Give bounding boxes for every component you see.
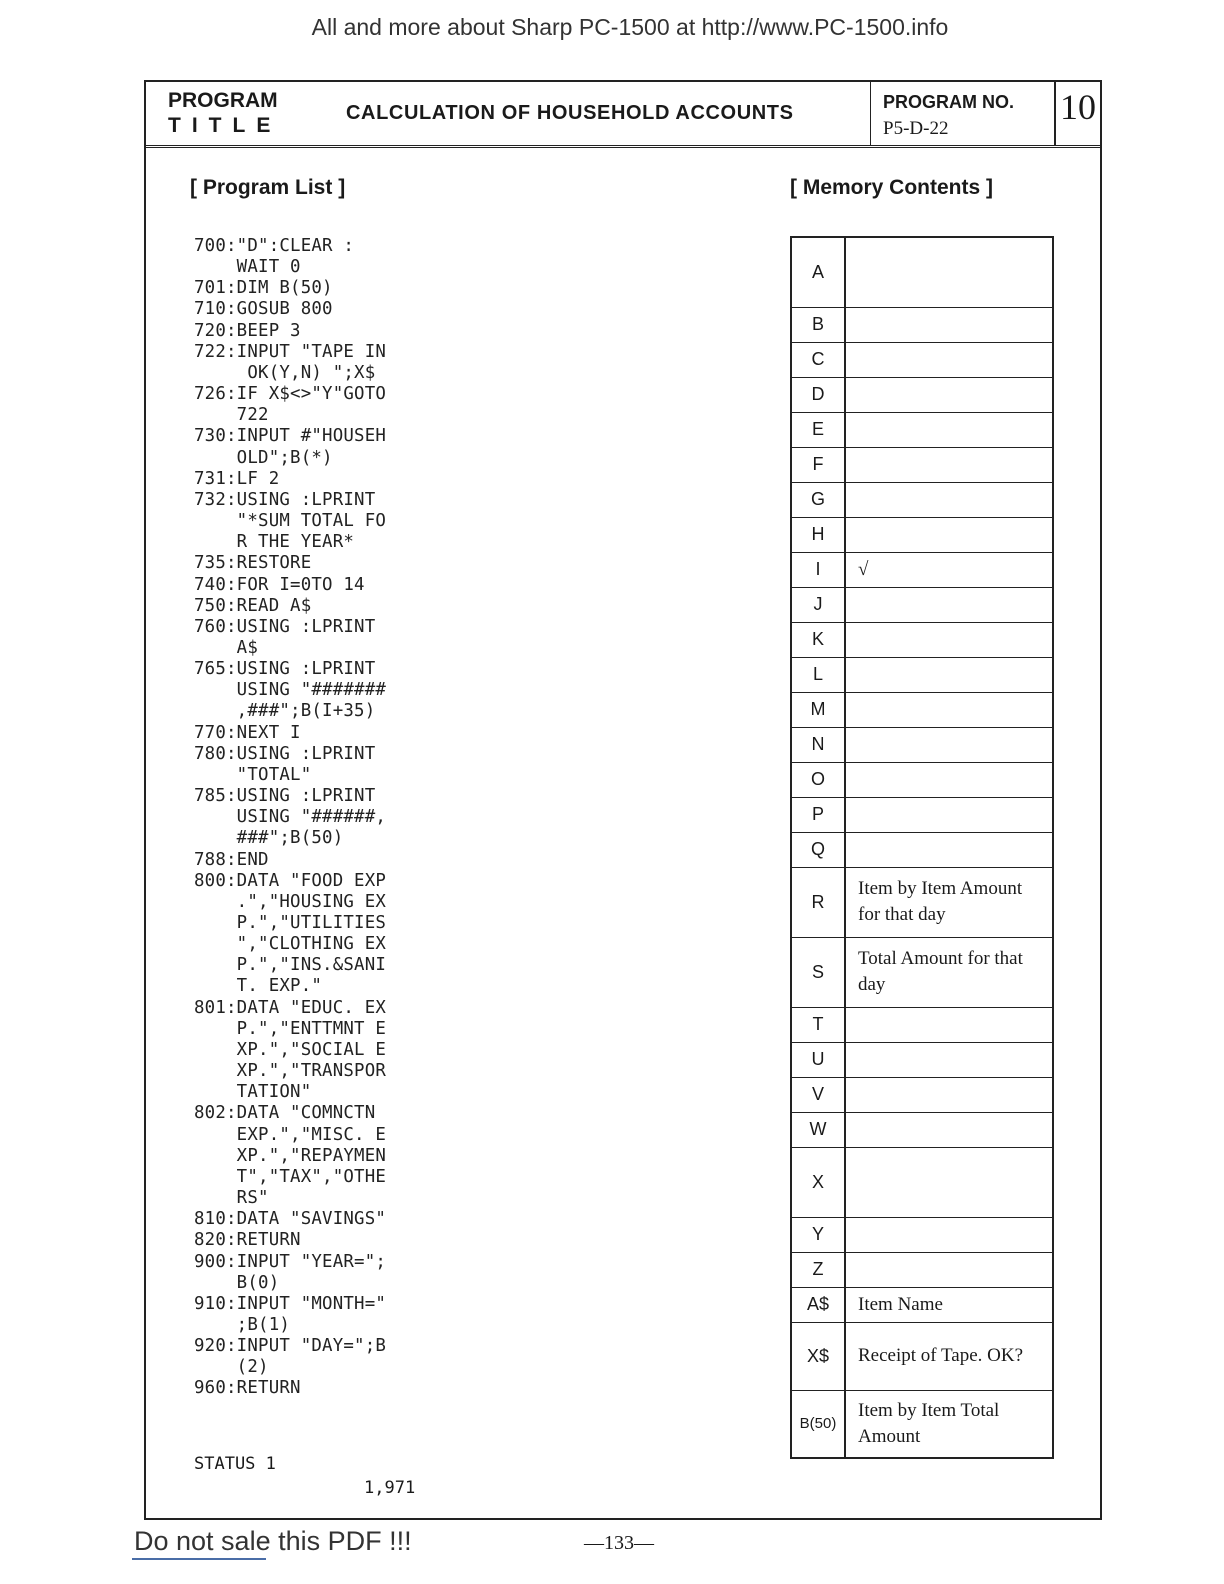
memory-description	[845, 832, 1053, 867]
memory-description	[845, 1007, 1053, 1042]
page-badge: 10	[1060, 87, 1096, 127]
site-header-line: All and more about Sharp PC-1500 at http://www.PC-1500.info	[311, 14, 949, 40]
status-label: STATUS 1	[194, 1454, 276, 1474]
memory-row	[791, 342, 1053, 377]
memory-description	[845, 1147, 1053, 1217]
page-number: —133—	[584, 1532, 654, 1554]
memory-used-check: √	[845, 552, 1053, 587]
memory-description	[845, 412, 1053, 447]
memory-row	[791, 692, 1053, 727]
memory-description	[845, 762, 1053, 797]
memory-register: P	[791, 797, 845, 832]
program-title-label	[168, 88, 281, 138]
memory-register: R	[791, 867, 845, 937]
memory-description	[845, 1077, 1053, 1112]
memory-register: C	[791, 342, 845, 377]
footer-underline	[132, 1558, 266, 1560]
memory-description	[845, 587, 1053, 622]
program-title: CALCULATION OF HOUSEHOLD ACCOUNTS	[346, 102, 794, 124]
memory-row	[791, 1112, 1053, 1147]
program-title-label-line2: TITLE	[168, 114, 282, 137]
memory-register: X	[791, 1147, 845, 1217]
memory-description	[845, 1112, 1053, 1147]
memory-register: M	[791, 692, 845, 727]
memory-description	[845, 377, 1053, 412]
program-title-label-line1: PROGRAM	[168, 89, 278, 112]
memory-row	[791, 657, 1053, 692]
memory-table	[790, 236, 1054, 1459]
memory-description	[845, 657, 1053, 692]
memory-description: Total Amount for that day	[845, 937, 1053, 1007]
title-bar	[146, 82, 1100, 148]
memory-register: A	[791, 237, 845, 307]
memory-description	[845, 447, 1053, 482]
memory-register: H	[791, 517, 845, 552]
memory-register: E	[791, 412, 845, 447]
memory-description	[845, 692, 1053, 727]
memory-row	[791, 237, 1053, 307]
memory-description: Item Name	[845, 1287, 1053, 1322]
memory-description	[845, 797, 1053, 832]
memory-row	[791, 1007, 1053, 1042]
memory-row	[791, 552, 1053, 587]
memory-row	[791, 727, 1053, 762]
memory-row	[791, 622, 1053, 657]
memory-register: L	[791, 657, 845, 692]
program-list-heading: [ Program List ]	[190, 176, 346, 199]
memory-description	[845, 1252, 1053, 1287]
memory-description	[845, 622, 1053, 657]
program-number-label: PROGRAM NO.	[883, 92, 1015, 112]
footer-note: Do not sale this PDF !!!	[134, 1526, 412, 1556]
memory-register: J	[791, 587, 845, 622]
memory-row	[791, 307, 1053, 342]
memory-register: O	[791, 762, 845, 797]
memory-register: W	[791, 1112, 845, 1147]
memory-register: Q	[791, 832, 845, 867]
memory-register: F	[791, 447, 845, 482]
memory-description	[845, 727, 1053, 762]
memory-register: K	[791, 622, 845, 657]
memory-description: Item by Item Total Amount	[845, 1390, 1053, 1458]
memory-register: B(50)	[791, 1390, 845, 1458]
memory-row	[791, 1390, 1053, 1458]
program-sheet	[144, 80, 1102, 1520]
memory-register: T	[791, 1007, 845, 1042]
memory-row	[791, 937, 1053, 1007]
memory-row	[791, 517, 1053, 552]
memory-description	[845, 517, 1053, 552]
memory-description	[845, 307, 1053, 342]
memory-register: Y	[791, 1217, 845, 1252]
memory-row	[791, 867, 1053, 937]
memory-row	[791, 482, 1053, 517]
memory-description: Receipt of Tape. OK?	[845, 1322, 1053, 1390]
memory-register: V	[791, 1077, 845, 1112]
memory-register: D	[791, 377, 845, 412]
memory-description	[845, 342, 1053, 377]
memory-description	[845, 482, 1053, 517]
memory-description: Item by Item Amount for that day	[845, 867, 1053, 937]
memory-register: A$	[791, 1287, 845, 1322]
memory-register: U	[791, 1042, 845, 1077]
status-block	[194, 1452, 415, 1500]
memory-register: N	[791, 727, 845, 762]
memory-row	[791, 1217, 1053, 1252]
program-number-box	[870, 82, 1056, 145]
memory-row	[791, 447, 1053, 482]
program-number: P5-D-22	[883, 118, 949, 139]
memory-row	[791, 762, 1053, 797]
memory-row	[791, 1287, 1053, 1322]
memory-register: S	[791, 937, 845, 1007]
memory-register: B	[791, 307, 845, 342]
memory-register: Z	[791, 1252, 845, 1287]
memory-row	[791, 587, 1053, 622]
memory-row	[791, 1252, 1053, 1287]
memory-register: G	[791, 482, 845, 517]
memory-row	[791, 797, 1053, 832]
memory-register: I	[791, 552, 845, 587]
memory-row	[791, 832, 1053, 867]
memory-description	[845, 1217, 1053, 1252]
memory-register: X$	[791, 1322, 845, 1390]
memory-row	[791, 1042, 1053, 1077]
program-listing: 700:"D":CLEAR : WAIT 0 701:DIM B(50) 710:GOSUB 800 720:BEEP 3 722:INPUT "TAPE IN OK(Y,N) ";X$ 726:IF X$<>"Y"GOTO 722 730:INPUT #"HOUSEH OLD";B(*) 731:LF 2 732:USING :LPRINT "*SUM TOTAL FO R THE YEAR* 735:RESTORE 740:FOR I=0TO 14 750:READ A$ 760:USING :LPRINT A$ 765:USING :LPRINT USING "####### ,###";B(I+35) 770:NEXT I 780:USING :LPRINT "TOTAL" 785:USING :LPRINT USING "######, ###";B(50) 788:END 800:DATA "FOOD EXP .","HOUSING EX P.","UTILITIES ","CLOTHING EX P.","INS.&SANI T. EXP." 801:DATA "EDUC. EX P.","ENTTMNT E XP.","SOCIAL E XP.","TRANSPOR TATION" 802:DATA "COMNCTN EXP.","MISC. E XP.","REPAYMEN T","TAX","OTHE RS" 810:DATA "SAVINGS" 820:RETURN 900:INPUT "YEAR="; B(0) 910:INPUT "MONTH=" ;B(1) 920:INPUT "DAY=";B (2) 960:RETURN	[194, 236, 387, 1399]
memory-row	[791, 1147, 1053, 1217]
memory-row	[791, 377, 1053, 412]
memory-row	[791, 1077, 1053, 1112]
memory-row	[791, 412, 1053, 447]
memory-description	[845, 237, 1053, 307]
memory-row	[791, 1322, 1053, 1390]
memory-contents-heading: [ Memory Contents ]	[790, 176, 994, 199]
status-value: 1,971	[364, 1478, 416, 1498]
memory-description	[845, 1042, 1053, 1077]
